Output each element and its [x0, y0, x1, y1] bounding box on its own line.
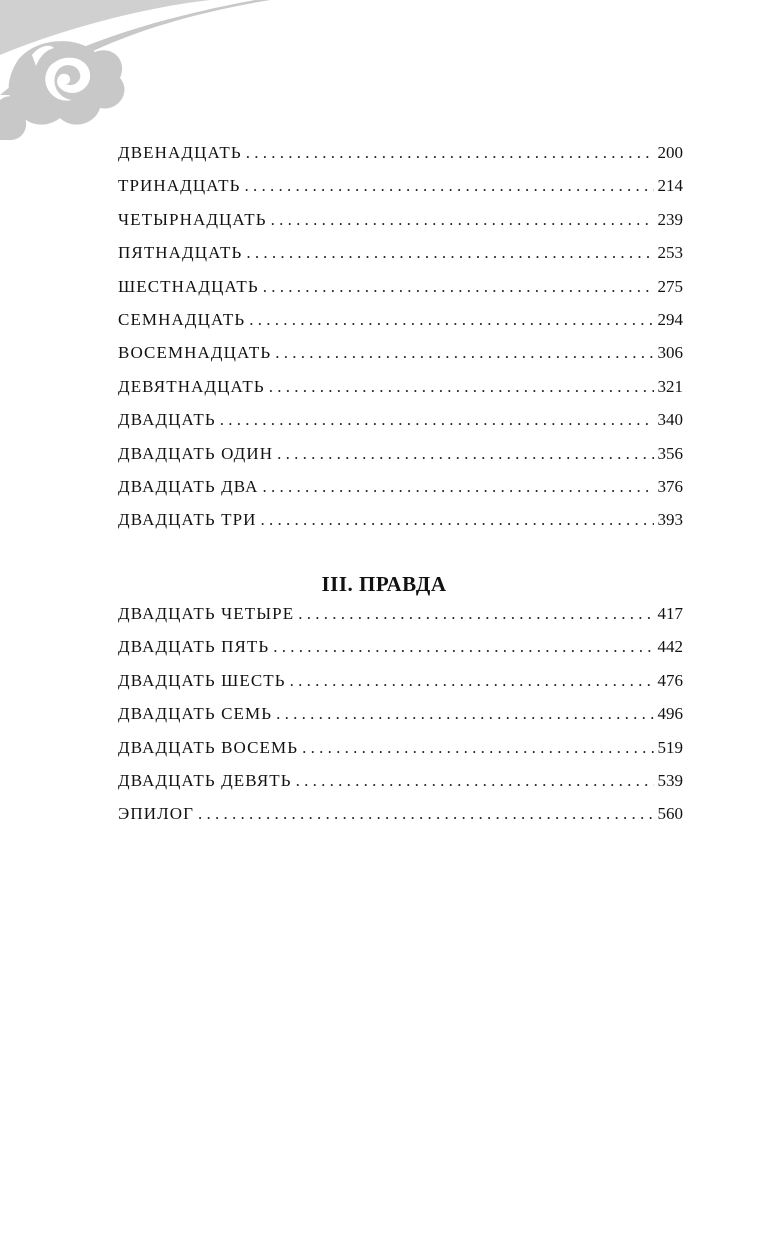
toc-entry-title: СЕМНАДЦАТЬ: [118, 309, 246, 329]
toc-entry: [118, 637, 683, 670]
toc-entry: [118, 343, 683, 376]
toc-entry-page-number: 442: [657, 637, 683, 657]
toc-entry-title: ЭПИЛОГ: [118, 804, 195, 824]
toc-entry-page-number: 417: [657, 604, 683, 623]
toc-entry-title: ДВАДЦАТЬ ШЕСТЬ: [118, 670, 286, 690]
toc-entry: [118, 510, 683, 543]
toc-entry-page-number: 356: [657, 443, 683, 463]
toc-entry: [118, 704, 683, 737]
dot-leader: [261, 510, 654, 530]
dot-leader: [269, 377, 654, 397]
toc-entry-page-number: 560: [657, 804, 683, 824]
toc-entry: [118, 477, 683, 510]
toc-entry-page-number: 376: [657, 476, 683, 496]
toc-entry-title: ДЕВЯТНАДЦАТЬ: [118, 376, 265, 396]
toc-entry-page-number: 340: [657, 410, 683, 430]
dot-leader: [249, 310, 653, 330]
toc-entry-title: ДВАДЦАТЬ ОДИН: [118, 443, 274, 463]
toc-entry-title: ТРИНАДЦАТЬ: [118, 176, 241, 196]
toc-entry-title: ДВАДЦАТЬ СЕМЬ: [118, 704, 273, 724]
toc-entry: [118, 804, 683, 837]
toc-entry-page-number: 476: [657, 670, 683, 690]
toc-entry: [118, 143, 683, 176]
toc-entry-title: ПЯТНАДЦАТЬ: [118, 243, 243, 263]
toc-entry-title: ДВАДЦАТЬ ТРИ: [118, 510, 257, 530]
swirl-ornament-icon: [0, 0, 270, 150]
toc-entry: [118, 310, 683, 343]
toc-entry: [118, 444, 683, 477]
toc-entry-page-number: 539: [657, 770, 683, 790]
section-heading: III. ПРАВДА: [321, 572, 447, 596]
toc-list-part-3: [118, 604, 683, 838]
toc-entry: [118, 738, 683, 771]
toc-entry-title: ДВАДЦАТЬ ЧЕТЫРЕ: [118, 604, 295, 623]
toc-list-part-2: [118, 143, 683, 544]
toc-entry: [118, 277, 683, 310]
dot-leader: [273, 637, 653, 657]
dot-leader: [244, 176, 653, 196]
dot-leader: [271, 210, 654, 230]
toc-entry-title: ДВАДЦАТЬ ВОСЕМЬ: [118, 737, 299, 757]
dot-leader: [275, 343, 653, 363]
toc-entry-title: ДВАДЦАТЬ ПЯТЬ: [118, 637, 270, 657]
dot-leader: [263, 277, 654, 297]
toc-entry-title: ДВАДЦАТЬ ДВА: [118, 476, 259, 496]
dot-leader: [298, 604, 653, 624]
dot-leader: [277, 444, 653, 464]
toc-entry-title: ВОСЕМНАДЦАТЬ: [118, 343, 272, 363]
dot-leader: [290, 671, 654, 691]
toc-entry: [118, 176, 683, 209]
toc-entry: [118, 771, 683, 804]
toc-entry-page-number: 519: [657, 737, 683, 757]
toc-entry-page-number: 294: [657, 309, 683, 329]
toc-entry-page-number: 214: [657, 176, 683, 196]
toc-entry-page-number: 275: [657, 276, 683, 296]
toc-entry: [118, 604, 683, 637]
toc-entry-page-number: 321: [657, 376, 683, 396]
toc-entry-title: ДВЕНАДЦАТЬ: [118, 143, 242, 162]
toc-entry-title: ДВАДЦАТЬ ДЕВЯТЬ: [118, 770, 292, 790]
toc-entry: [118, 671, 683, 704]
toc-entry-page-number: 496: [657, 704, 683, 724]
toc-entry-page-number: 200: [657, 143, 683, 162]
dot-leader: [302, 738, 653, 758]
toc-entry-title: ЧЕТЫРНАДЦАТЬ: [118, 209, 267, 229]
toc-entry-page-number: 239: [657, 209, 683, 229]
dot-leader: [246, 143, 654, 163]
toc-entry-title: ШЕСТНАДЦАТЬ: [118, 276, 259, 296]
toc-entry-page-number: 253: [657, 243, 683, 263]
toc-entry: [118, 377, 683, 410]
toc-entry-page-number: 306: [657, 343, 683, 363]
toc-entry: [118, 243, 683, 276]
dot-leader: [296, 771, 654, 791]
toc-entry-title: ДВАДЦАТЬ: [118, 410, 216, 430]
toc-entry: [118, 210, 683, 243]
dot-leader: [246, 243, 653, 263]
dot-leader: [263, 477, 654, 497]
dot-leader: [276, 704, 653, 724]
toc-entry: [118, 410, 683, 443]
dot-leader: [220, 410, 654, 430]
toc-entry-page-number: 393: [657, 510, 683, 530]
dot-leader: [198, 804, 653, 824]
